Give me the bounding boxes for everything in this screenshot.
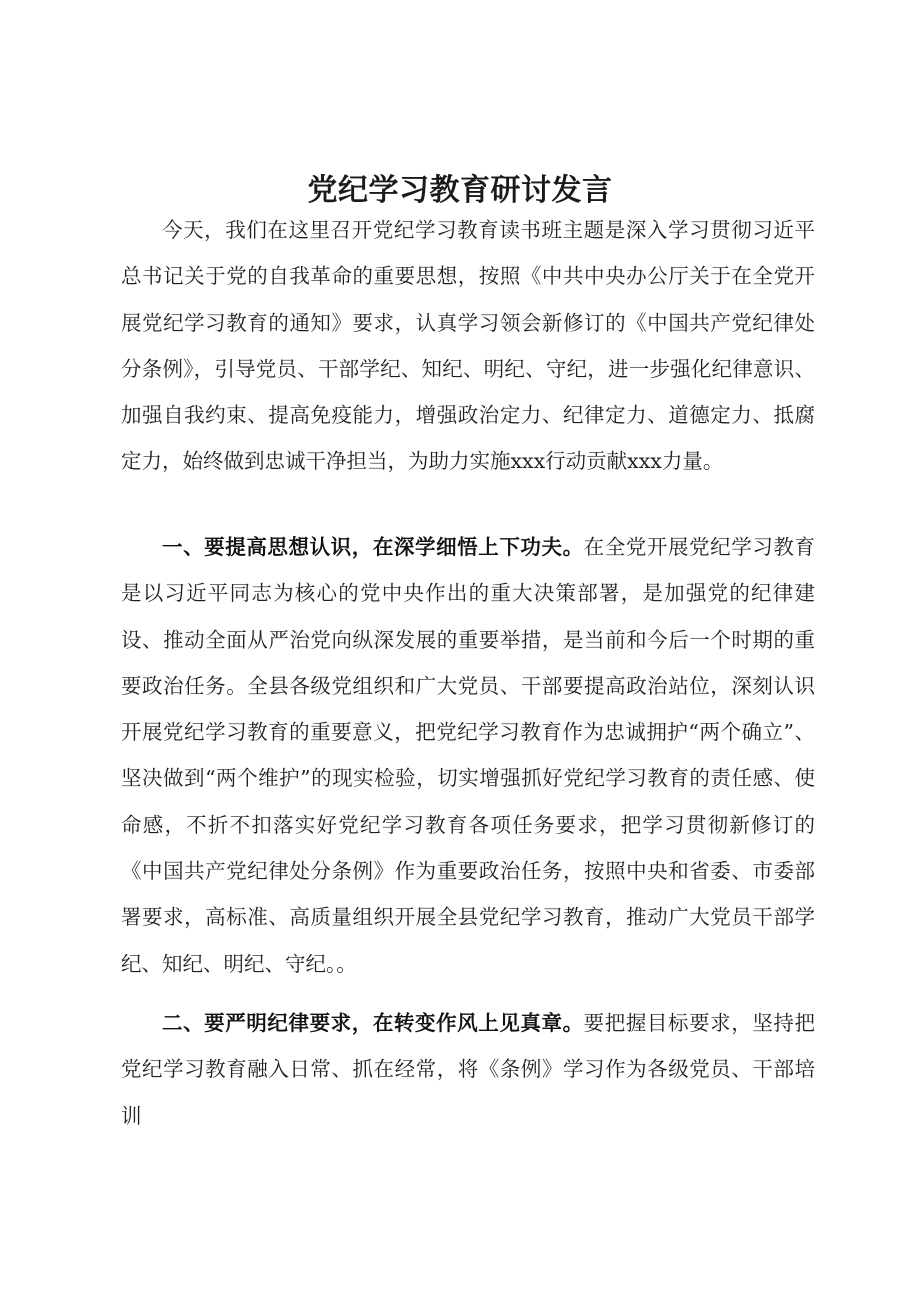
paragraph-intro [121, 207, 815, 485]
section-2-heading: 二、要严明纪律要求，在转变作风上见真章。 [162, 1011, 584, 1035]
document-title: 党纪学习教育研讨发言 [307, 173, 613, 208]
paragraph-section-1 [121, 524, 815, 987]
paragraph-section-2 [121, 1000, 815, 1139]
section-2-text: 要把握目标要求，坚持把党纪学习教育融入日常、抓在经常，将《条例》学习作为各级党员、干部培训 [121, 1011, 816, 1128]
paragraph-intro-text: 今天，我们在这里召开党纪学习教育读书班主题是深入学习贯彻习近平总书记关于党的自我革命的重要思想，按照《中共中央办公厅关于在全党开展党纪学习教育的通知》要求，认真学习领会新修订的《中国共产党纪律处分条例》，引导党员、干部学纪、知纪、明纪、守纪，进一步强化纪律意识、加强自我约束、提高免疫能力，增强政治定力、纪律定力、道德定力、抵腐定力，始终做到忠诚干净担当，为助力实施xxx行动贡献xxx力量。 [121, 218, 815, 474]
section-1-text: 在全党开展党纪学习教育是以习近平同志为核心的党中央作出的重大决策部署，是加强党的纪律建设、推动全面从严治党向纵深发展的重要举措，是当前和今后一个时期的重要政治任务。全县各级党组织和广大党员、干部要提高政治站位，深刻认识开展党纪学习教育的重要意义，把党纪学习教育作为忠诚拥护“两个确立”、坚决做到“两个维护”的现实检验，切实增强抓好党纪学习教育的责任感、使命感，不折不扣落实好党纪学习教育各项任务要求，把学习贯彻新修订的《中国共产党纪律处分条例》作为重要政治任务，按照中央和省委、市委部署要求，高标准、高质量组织开展全县党纪学习教育，推动广大党员干部学纪、知纪、明纪、守纪。。 [121, 535, 816, 976]
section-1-heading: 一、要提高思想认识，在深学细悟上下功夫。 [162, 535, 584, 559]
